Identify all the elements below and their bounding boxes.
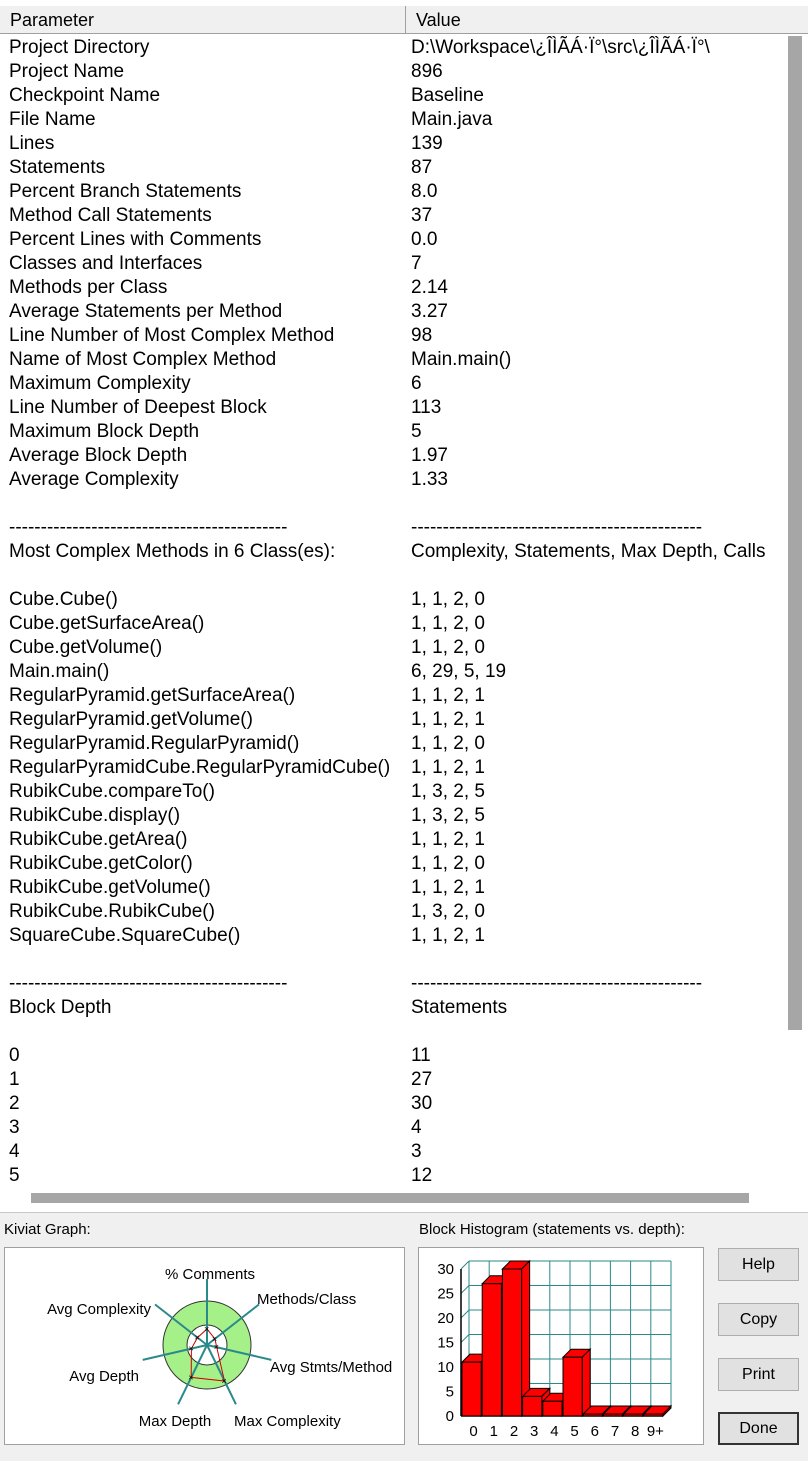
parameter-cell: Cube.getSurfaceArea(): [9, 613, 205, 634]
table-row[interactable]: [0, 1116, 790, 1140]
kiviat-axis-label: Max Complexity: [234, 1413, 341, 1430]
value-cell: 1, 3, 2, 5: [411, 805, 485, 826]
table-row[interactable]: [0, 1068, 790, 1092]
parameter-cell: Most Complex Methods in 6 Class(es):: [9, 541, 336, 562]
table-row[interactable]: [0, 1020, 790, 1044]
table-row[interactable]: [0, 732, 790, 756]
parameter-cell: Methods per Class: [9, 277, 168, 298]
x-tick-label: 1: [489, 1423, 498, 1440]
grid-line: [461, 1261, 469, 1269]
parameter-cell: 4: [9, 1141, 20, 1162]
parameter-cell: RegularPyramid.getVolume(): [9, 709, 253, 730]
parameter-cell: 5: [9, 1165, 20, 1186]
table-row[interactable]: [0, 948, 790, 972]
x-tick-label: 2: [509, 1423, 519, 1440]
x-tick-label: 5: [570, 1423, 579, 1440]
value-cell: 1, 1, 2, 0: [411, 733, 485, 754]
y-tick-label: 15: [437, 1334, 454, 1352]
table-row[interactable]: [0, 444, 790, 468]
value-cell: D:\Workspace\¿ÎÌÃÁ·Ï°\src\¿ÎÌÃÁ·Ï°\: [411, 37, 710, 58]
parameter-cell: Statements: [9, 157, 106, 178]
y-tick-label: 5: [445, 1383, 454, 1401]
table-row[interactable]: [0, 420, 790, 444]
value-cell: 1, 1, 2, 1: [411, 829, 485, 850]
value-cell: 1, 3, 2, 0: [411, 901, 485, 922]
parameter-cell: Name of Most Complex Method: [9, 349, 277, 370]
parameter-cell: Maximum Block Depth: [9, 421, 200, 442]
value-cell: 5: [411, 421, 422, 442]
y-tick-label: 30: [437, 1261, 454, 1278]
x-tick-label: 0: [469, 1423, 478, 1440]
parameter-cell: SquareCube.SquareCube(): [9, 925, 241, 946]
parameter-cell: 1: [9, 1069, 20, 1090]
value-cell: ----------------------------------------------: [411, 517, 703, 538]
value-cell: 1, 1, 2, 0: [411, 853, 485, 874]
parameter-cell: 0: [9, 1045, 20, 1066]
kiviat-point-marker: ×: [188, 1372, 194, 1383]
grid-line: [461, 1310, 469, 1318]
table-row[interactable]: [0, 828, 790, 852]
value-cell: 27: [411, 1069, 433, 1090]
value-cell: Main.java: [411, 109, 493, 130]
value-cell: 98: [411, 325, 433, 346]
table-row[interactable]: [0, 900, 790, 924]
histogram-plot: [437, 1261, 671, 1440]
table-row[interactable]: [0, 372, 790, 396]
table-row[interactable]: [0, 780, 790, 804]
kiviat-axis-label: Avg Stmts/Method: [270, 1359, 393, 1376]
table-row[interactable]: [0, 516, 790, 540]
print-button[interactable]: Print: [718, 1358, 799, 1391]
table-row[interactable]: [0, 36, 790, 60]
table-row[interactable]: [0, 108, 790, 132]
table-row[interactable]: [0, 156, 790, 180]
value-cell: 1, 1, 2, 0: [411, 637, 485, 658]
table-row[interactable]: [0, 252, 790, 276]
parameter-cell: Average Block Depth: [9, 445, 188, 466]
value-cell: 1, 1, 2, 1: [411, 685, 485, 706]
table-row[interactable]: [0, 1140, 790, 1164]
block-histogram: [418, 1247, 704, 1445]
parameter-cell: RegularPyramidCube.RegularPyramidCube(): [9, 757, 391, 778]
kiviat-point-marker: ×: [204, 1324, 210, 1334]
kiviat-axis-label: Avg Complexity: [47, 1301, 151, 1318]
kiviat-point-marker: ×: [211, 1333, 218, 1344]
value-cell: 1, 1, 2, 1: [411, 709, 485, 730]
value-cell: Main.main(): [411, 349, 512, 370]
table-row[interactable]: [0, 84, 790, 108]
value-cell: 6, 29, 5, 19: [411, 661, 507, 682]
histogram-bar: [502, 1261, 529, 1416]
parameter-cell: 2: [9, 1093, 20, 1114]
parameter-cell: Average Complexity: [9, 469, 179, 490]
table-rows: [0, 36, 790, 1188]
parameter-cell: RubikCube.getArea(): [9, 829, 188, 850]
value-cell: 7: [411, 253, 422, 274]
value-cell: 2.14: [411, 277, 448, 298]
parameter-cell: Project Name: [9, 61, 125, 82]
kiviat-axis-label: Max Depth: [138, 1413, 212, 1430]
table-row[interactable]: [0, 1164, 790, 1188]
parameter-cell: Classes and Interfaces: [9, 253, 203, 274]
value-cell: 1, 1, 2, 0: [411, 589, 485, 610]
x-tick-label: 7: [610, 1423, 620, 1440]
parameter-cell: RubikCube.getVolume(): [9, 877, 211, 898]
value-cell: 87: [411, 157, 433, 178]
value-cell: 1, 3, 2, 5: [411, 781, 485, 802]
value-cell: Baseline: [411, 85, 484, 106]
y-tick-label: 20: [437, 1310, 454, 1327]
y-tick-label: 10: [437, 1359, 454, 1376]
table-row[interactable]: [0, 1092, 790, 1116]
column-header-value[interactable]: Value: [406, 6, 808, 34]
table-row[interactable]: [0, 996, 790, 1020]
x-tick-label: 6: [590, 1423, 599, 1440]
parameter-cell: Line Number of Most Complex Method: [9, 325, 335, 346]
table-row[interactable]: [0, 852, 790, 876]
kiviat-axis-label: % Comments: [164, 1266, 256, 1283]
parameter-cell: Checkpoint Name: [9, 85, 161, 106]
parameter-cell: Project Directory: [9, 37, 150, 58]
kiviat-graph-svg: [5, 1248, 404, 1444]
parameter-cell: --------------------------------------------: [9, 973, 288, 994]
parameter-cell: RegularPyramid.getSurfaceArea(): [9, 685, 296, 706]
table-row[interactable]: [0, 60, 790, 84]
table-row[interactable]: [0, 684, 790, 708]
value-cell: 37: [411, 205, 433, 226]
horizontal-scrollbar[interactable]: [31, 1193, 749, 1203]
table-row[interactable]: [0, 180, 790, 204]
table-row[interactable]: [0, 492, 790, 516]
parameter-cell: --------------------------------------------: [9, 517, 288, 538]
kiviat-point-marker: ×: [221, 1376, 227, 1386]
parameter-cell: Block Depth: [9, 997, 112, 1018]
value-cell: 3.27: [411, 301, 448, 322]
value-cell: 1, 1, 2, 0: [411, 613, 485, 634]
y-tick-label: 25: [437, 1285, 454, 1303]
grid-line: [461, 1335, 469, 1343]
parameter-cell: 3: [9, 1117, 20, 1138]
value-cell: ----------------------------------------------: [411, 973, 703, 994]
done-button[interactable]: Done: [718, 1412, 799, 1445]
parameter-cell: File Name: [9, 109, 96, 130]
parameter-cell: Cube.Cube(): [9, 589, 118, 610]
value-cell: 8.0: [411, 181, 438, 202]
kiviat-point-marker: ×: [194, 1332, 200, 1343]
table-row[interactable]: [0, 804, 790, 828]
parameter-cell: Method Call Statements: [9, 205, 212, 226]
value-cell: 1, 1, 2, 1: [411, 925, 485, 946]
table-row[interactable]: [0, 876, 790, 900]
table-row[interactable]: [0, 468, 790, 492]
table-row[interactable]: [0, 756, 790, 780]
parameter-cell: Percent Lines with Comments: [9, 229, 262, 250]
value-cell: 12: [411, 1165, 433, 1186]
table-row[interactable]: [0, 228, 790, 252]
kiviat-point-marker: ×: [188, 1343, 194, 1354]
parameter-cell: Percent Branch Statements: [9, 181, 242, 202]
table-row[interactable]: [0, 300, 790, 324]
parameter-cell: Maximum Complexity: [9, 373, 191, 394]
parameter-cell: RubikCube.compareTo(): [9, 781, 215, 802]
x-tick-label: 4: [550, 1423, 559, 1440]
block-histogram-label: Block Histogram (statements vs. depth):: [419, 1221, 685, 1238]
vertical-scrollbar[interactable]: [788, 36, 802, 1030]
y-tick-label: 0: [445, 1408, 454, 1425]
value-cell: Complexity, Statements, Max Depth, Calls: [411, 541, 766, 562]
kiviat-graph: [4, 1247, 405, 1445]
kiviat-graph-label: Kiviat Graph:: [4, 1221, 91, 1238]
table-row[interactable]: [0, 1044, 790, 1068]
parameter-cell: RubikCube.RubikCube(): [9, 901, 215, 922]
copy-button[interactable]: Copy: [718, 1303, 799, 1336]
x-tick-label: 9+: [646, 1423, 664, 1440]
kiviat-axis-label: Avg Depth: [69, 1368, 139, 1385]
value-cell: 30: [411, 1093, 433, 1114]
table-row[interactable]: [0, 636, 790, 660]
kiviat-point-marker: ×: [213, 1342, 219, 1353]
parameter-cell: Main.main(): [9, 661, 110, 682]
help-button[interactable]: Help: [718, 1248, 799, 1281]
x-tick-label: 8: [631, 1423, 640, 1440]
parameter-cell: Line Number of Deepest Block: [9, 397, 267, 418]
table-row[interactable]: [0, 588, 790, 612]
x-tick-label: 3: [530, 1423, 539, 1440]
grid-line: [461, 1286, 469, 1294]
table-row[interactable]: [0, 540, 790, 564]
table-row[interactable]: [0, 612, 790, 636]
value-cell: 896: [411, 61, 443, 82]
histogram-bar: [563, 1349, 590, 1416]
table-row[interactable]: [0, 204, 790, 228]
value-cell: 11: [411, 1045, 431, 1066]
block-histogram-svg: [419, 1248, 703, 1444]
table-row[interactable]: [0, 708, 790, 732]
value-cell: Statements: [411, 997, 508, 1018]
table-row[interactable]: [0, 660, 790, 684]
parameter-cell: Average Statements per Method: [9, 301, 283, 322]
parameter-cell: RubikCube.display(): [9, 805, 181, 826]
table-row[interactable]: [0, 132, 790, 156]
value-cell: 139: [411, 133, 443, 154]
table-row[interactable]: [0, 276, 790, 300]
parameter-cell: RegularPyramid.RegularPyramid(): [9, 733, 300, 754]
value-cell: 1, 1, 2, 1: [411, 757, 485, 778]
table-row[interactable]: [0, 924, 790, 948]
value-cell: 1.33: [411, 469, 448, 490]
table-row[interactable]: [0, 396, 790, 420]
value-cell: 1.97: [411, 445, 448, 466]
parameter-cell: RubikCube.getColor(): [9, 853, 193, 874]
value-cell: 113: [411, 397, 442, 418]
value-cell: 6: [411, 373, 422, 394]
table-row[interactable]: [0, 348, 790, 372]
table-row[interactable]: [0, 564, 790, 588]
parameter-cell: Cube.getVolume(): [9, 637, 163, 658]
value-cell: 4: [411, 1117, 422, 1138]
kiviat-axis-label: Methods/Class: [257, 1291, 357, 1308]
parameter-cell: Lines: [9, 133, 55, 154]
column-header-parameter[interactable]: Parameter: [0, 6, 406, 34]
value-cell: 1, 1, 2, 1: [411, 877, 485, 898]
value-cell: 3: [411, 1141, 422, 1162]
table-row[interactable]: [0, 324, 790, 348]
table-row[interactable]: [0, 972, 790, 996]
value-cell: 0.0: [411, 229, 438, 250]
